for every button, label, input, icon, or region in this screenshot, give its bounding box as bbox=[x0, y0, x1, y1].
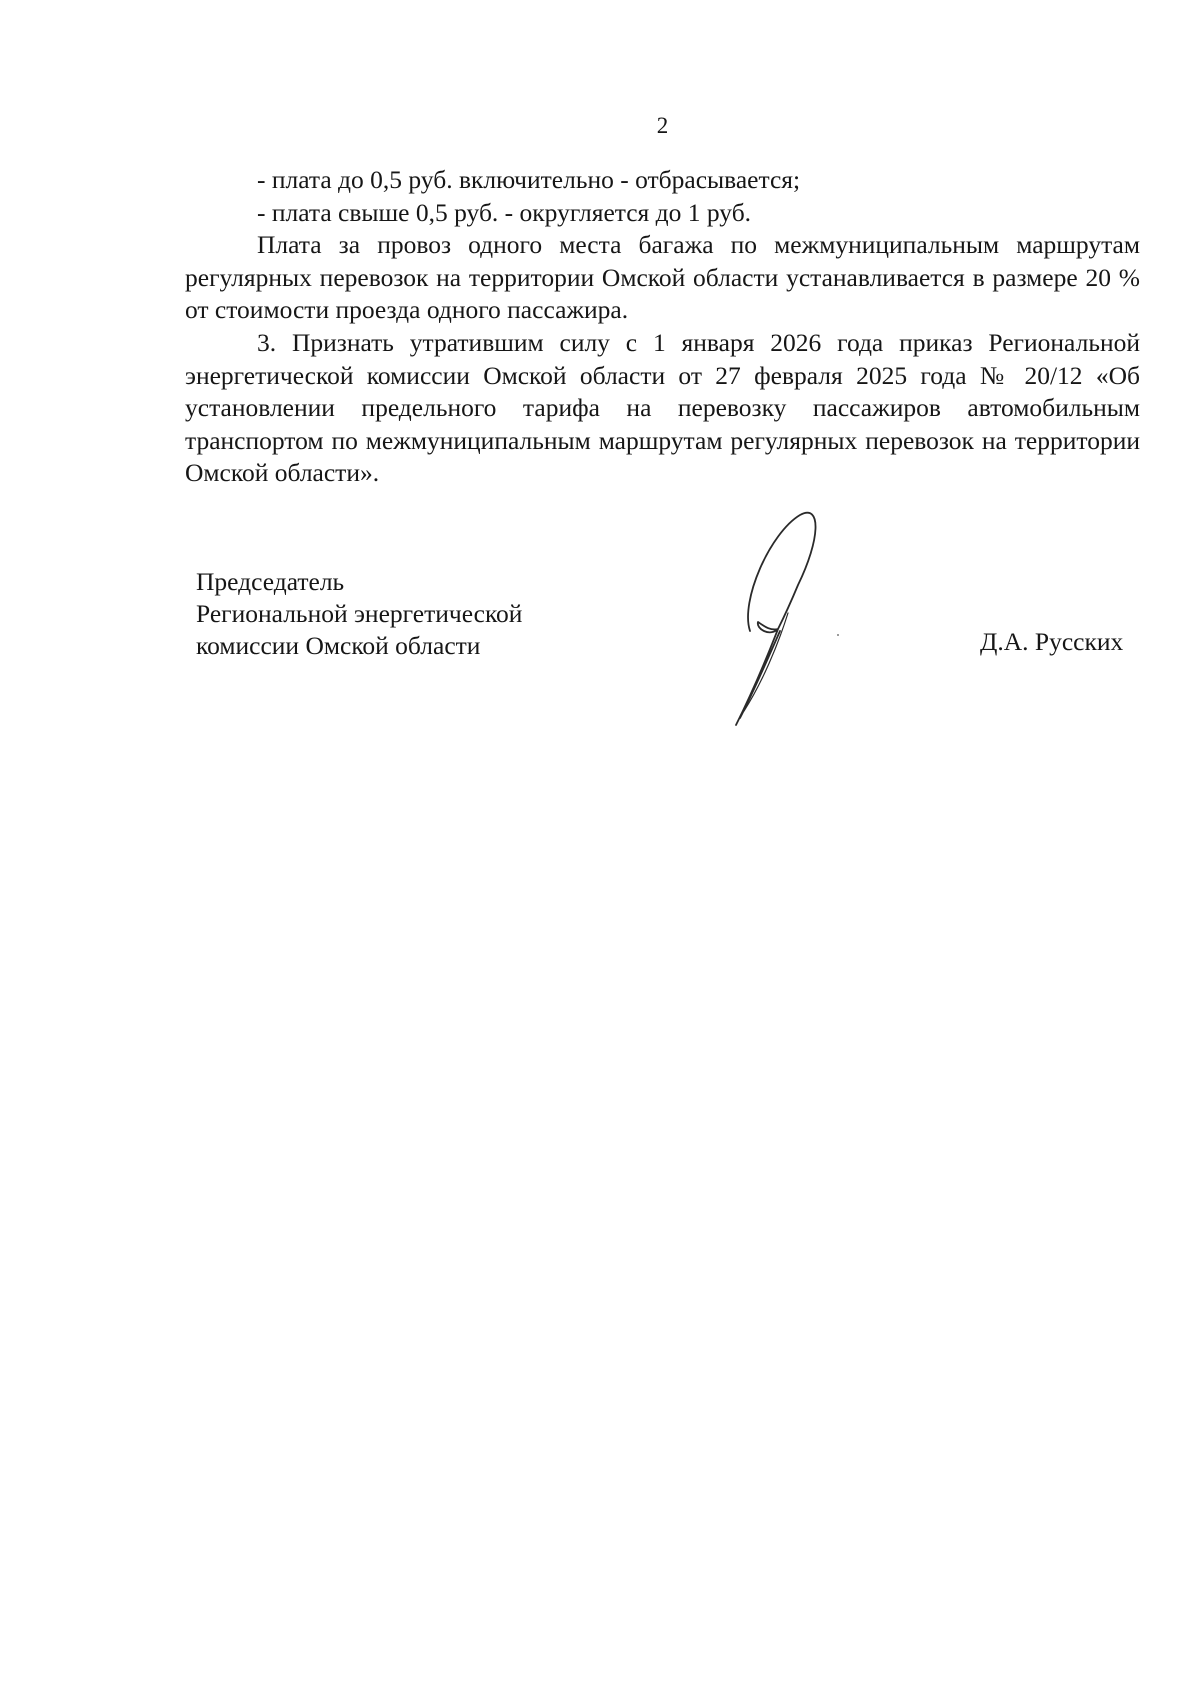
signatory-title bbox=[196, 566, 522, 662]
signatory-title-line: Региональной энергетической bbox=[196, 599, 523, 628]
page-number: 2 bbox=[656, 113, 669, 138]
signatory-title-line: комиссии Омской области bbox=[196, 631, 481, 660]
handwritten-signature bbox=[730, 505, 860, 730]
signatory-name: Д.А. Русских bbox=[980, 627, 1124, 656]
paragraph-rounding-up: - плата свыше 0,5 руб. - округляется до 1 руб. bbox=[257, 197, 752, 227]
document-body bbox=[185, 164, 1140, 490]
paragraph-revocation: 3. Признать утратившим силу с 1 января 2026 года приказ Региональной энергетической комиссии Омской области от 27 февраля 2025 года № 20/12 «Об установлении предельного тарифа на перевозку пассажиров автомобильным транспортом по межмуниципальным маршрутам регулярных перевозок на территории Омской области». bbox=[185, 327, 1140, 488]
paragraph-rounding-down: - плата до 0,5 руб. включительно - отбрасывается; bbox=[257, 165, 801, 194]
paragraph-baggage-fee: Плата за провоз одного места багажа по межмуниципальным маршрутам регулярных перевозок на территории Омской области устанавливается в размере 20 % от стоимости проезда одного пассажира. bbox=[185, 230, 1140, 325]
signatory-title-line: Председатель bbox=[196, 567, 345, 596]
